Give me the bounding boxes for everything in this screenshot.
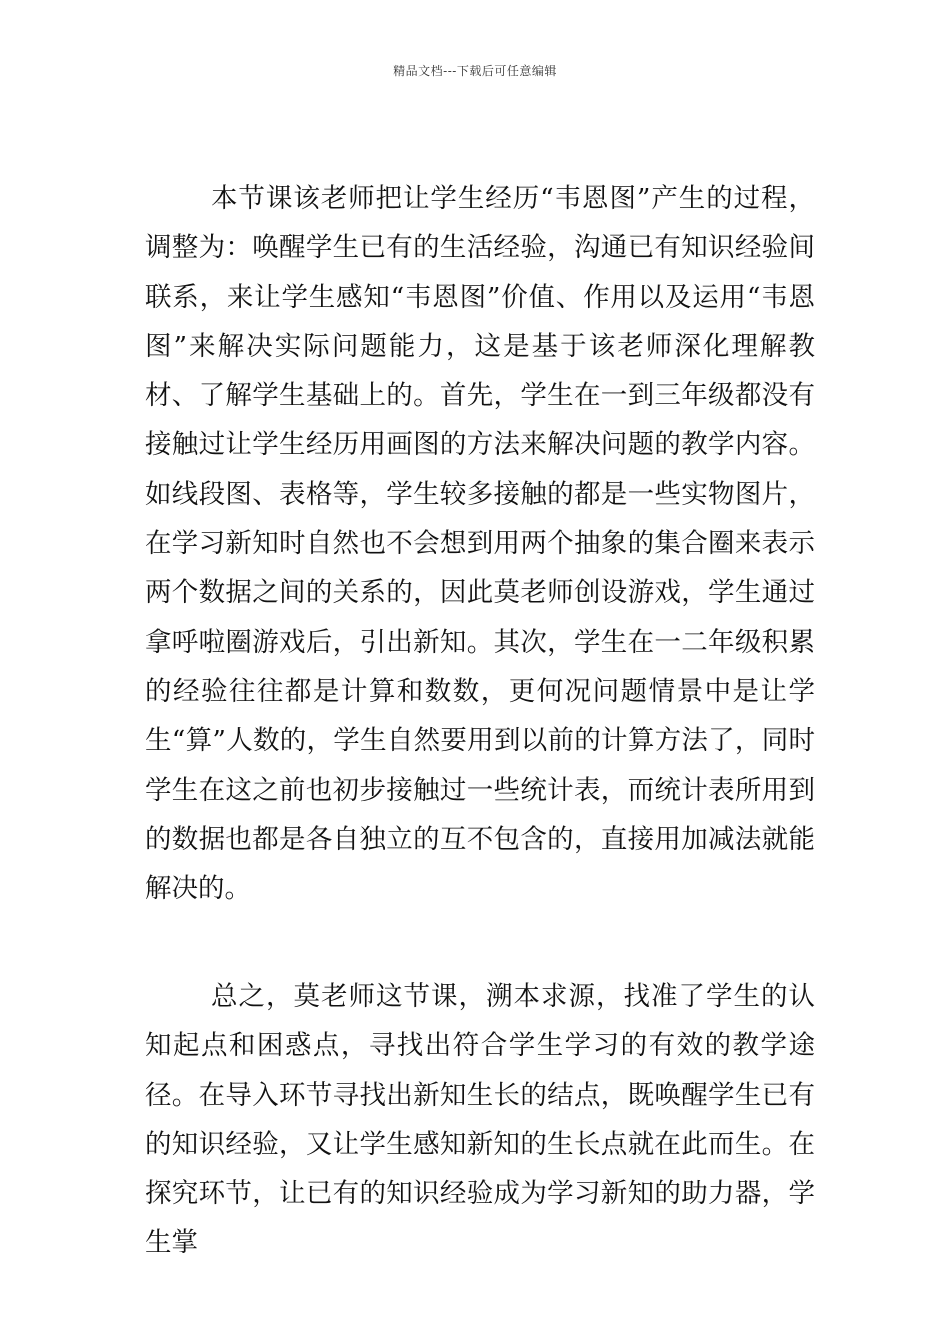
page-header: 精品文档---下载后可任意编辑 — [393, 64, 557, 78]
body-paragraph-2: 总之，莫老师这节课，溯本求源，找准了学生的认知起点和困惑点，寻找出符合学生学习的有效的教学途径。在导入环节寻找出新知生长的结点，既唤醒学生已有的知识经验，又让学生感知新知的生长点就在此而生。在探究环节，让已有的知识经验成为学习新知的助力器，学生掌 — [145, 981, 815, 1259]
body-paragraph-1: 本节课该老师把让学生经历“韦恩图”产生的过程，调整为：唤醒学生已有的生活经验，沟通已有知识经验间联系，来让学生感知“韦恩图”价值、作用以及运用“韦恩图”来解决实际问题能力，这是基于该老师深化理解教材、了解学生基础上的。首先，学生在一到三年级都没有接触过让学生经历用画图的方法来解决问题的教学内容。如线段图、表格等，学生较多接触的都是一些实物图片，在学习新知时自然也不会想到用两个抽象的集合圈来表示两个数据之间的关系的，因此莫老师创设游戏，学生通过拿呼啦圈游戏后，引出新知。其次，学生在一二年级积累的经验往往都是计算和数数，更何况问题情景中是让学生“算”人数的，学生自然要用到以前的计算方法了，同时学生在这之前也初步接触过一些统计表，而统计表所用到的数据也都是各自独立的互不包含的，直接用加减法就能解决的。 — [145, 183, 815, 905]
